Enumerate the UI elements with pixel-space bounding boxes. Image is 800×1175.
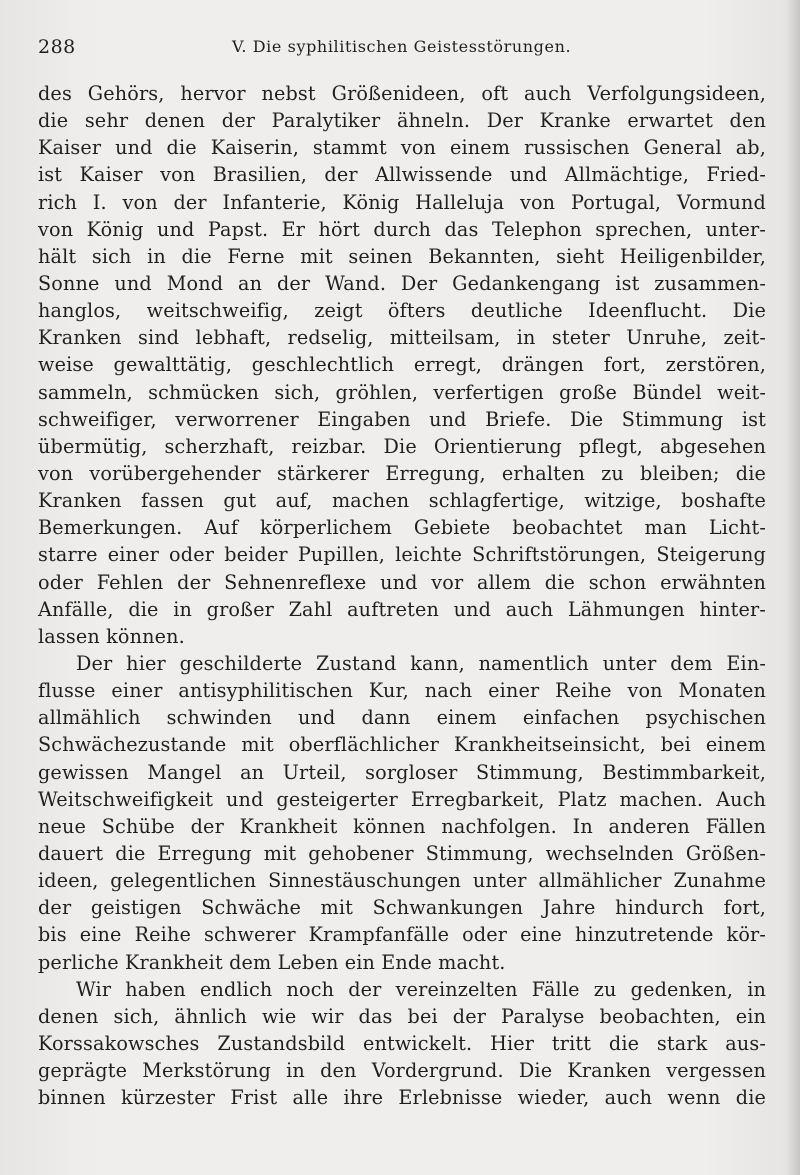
- body-text: [38, 80, 766, 1111]
- text-line: hanglos, weitschweifig, zeigt öfters deutliche Ideenflucht. Die: [38, 299, 766, 323]
- text-line: sammeln, schmücken sich, gröhlen, verfertigen große Bündel weit-: [38, 380, 766, 404]
- text-line: der geistigen Schwäche mit Schwankungen Jahre hindurch fort,: [38, 896, 766, 920]
- text-line: die sehr denen der Paralytiker ähneln. Der Kranke erwartet den: [38, 109, 766, 133]
- paragraph-start-line: Der hier geschilderte Zustand kann, namentlich unter dem Ein-: [76, 651, 766, 675]
- text-line: Weitschweifigkeit und gesteigerter Erregbarkeit, Platz machen. Auch: [38, 787, 766, 811]
- text-line: weise gewalttätig, geschlechtlich erregt, drängen fort, zerstören,: [38, 353, 766, 377]
- text-line: neue Schübe der Krankheit können nachfolgen. In anderen Fällen: [38, 814, 766, 838]
- text-line: Anfälle, die in großer Zahl auftreten und auch Lähmungen hinter-: [38, 597, 766, 621]
- text-line: Korssakowsches Zustandsbild entwickelt. Hier tritt die stark aus-: [38, 1031, 766, 1055]
- text-line: Schwächezustande mit oberflächlicher Krankheitseinsicht, bei einem: [38, 733, 766, 757]
- text-line: starre einer oder beider Pupillen, leichte Schriftstörungen, Steigerung: [38, 543, 766, 567]
- text-line: binnen kürzester Frist alle ihre Erlebnisse wieder, auch wenn die: [38, 1086, 766, 1110]
- page-header: [38, 36, 762, 60]
- text-line: oder Fehlen der Sehnenreflexe und vor allem die schon erwähnten: [38, 570, 766, 594]
- text-line: rich I. von der Infanterie, König Halleluja von Portugal, Vormund: [38, 190, 766, 214]
- text-line: von König und Papst. Er hört durch das Telephon sprechen, unter-: [38, 217, 766, 241]
- text-line: Kranken fassen gut auf, machen schlagfertige, witzige, boshafte: [38, 489, 766, 513]
- text-line: übermütig, scherzhaft, reizbar. Die Orientierung pflegt, abgesehen: [38, 434, 766, 458]
- text-line: dauert die Erregung mit gehobener Stimmung, wechselnden Größen-: [38, 841, 766, 865]
- text-line: gewissen Mangel an Urteil, sorgloser Stimmung, Bestimmbarkeit,: [38, 760, 766, 784]
- text-line: ist Kaiser von Brasilien, der Allwissende und Allmächtige, Fried-: [38, 163, 766, 187]
- text-line: Kaiser und die Kaiserin, stammt von einem russischen General ab,: [38, 136, 766, 160]
- paragraph-start-line: Wir haben endlich noch der vereinzelten Fälle zu gedenken, in: [76, 977, 766, 1001]
- text-line: von vorübergehender stärkerer Erregung, erhalten zu bleiben; die: [38, 461, 766, 485]
- page-number: 288: [38, 36, 76, 58]
- text-line: denen sich, ähnlich wie wir das bei der Paralyse beobachten, ein: [38, 1004, 766, 1028]
- text-line: schweifiger, verworrener Eingaben und Briefe. Die Stimmung ist: [38, 407, 766, 431]
- text-line: allmählich schwinden und dann einem einfachen psychischen: [38, 706, 766, 730]
- text-line: Kranken sind lebhaft, redselig, mitteilsam, in steter Unruhe, zeit-: [38, 326, 766, 350]
- text-line: Bemerkungen. Auf körperlichem Gebiete beobachtet man Licht-: [38, 516, 766, 540]
- running-head: V. Die syphilitischen Geistesstörungen.: [232, 37, 572, 56]
- page-edge-shadow: [786, 0, 800, 1175]
- text-line: geprägte Merkstörung in den Vordergrund. Die Kranken vergessen: [38, 1059, 766, 1083]
- text-line: flusse einer antisyphilitischen Kur, nach einer Reihe von Monaten: [38, 679, 766, 703]
- paragraph-end-line: lassen können.: [38, 624, 185, 648]
- text-line: ideen, gelegentlichen Sinnestäuschungen unter allmählicher Zunahme: [38, 869, 766, 893]
- text-line: Sonne und Mond an der Wand. Der Gedankengang ist zusammen-: [38, 271, 766, 295]
- paragraph-end-line: perliche Krankheit dem Leben ein Ende macht.: [38, 950, 506, 974]
- text-line: des Gehörs, hervor nebst Größenideen, oft auch Verfolgungsideen,: [38, 82, 766, 105]
- text-line: bis eine Reihe schwerer Krampfanfälle oder eine hinzutretende kör-: [38, 923, 766, 947]
- text-line: hält sich in die Ferne mit seinen Bekannten, sieht Heiligenbilder,: [38, 244, 766, 268]
